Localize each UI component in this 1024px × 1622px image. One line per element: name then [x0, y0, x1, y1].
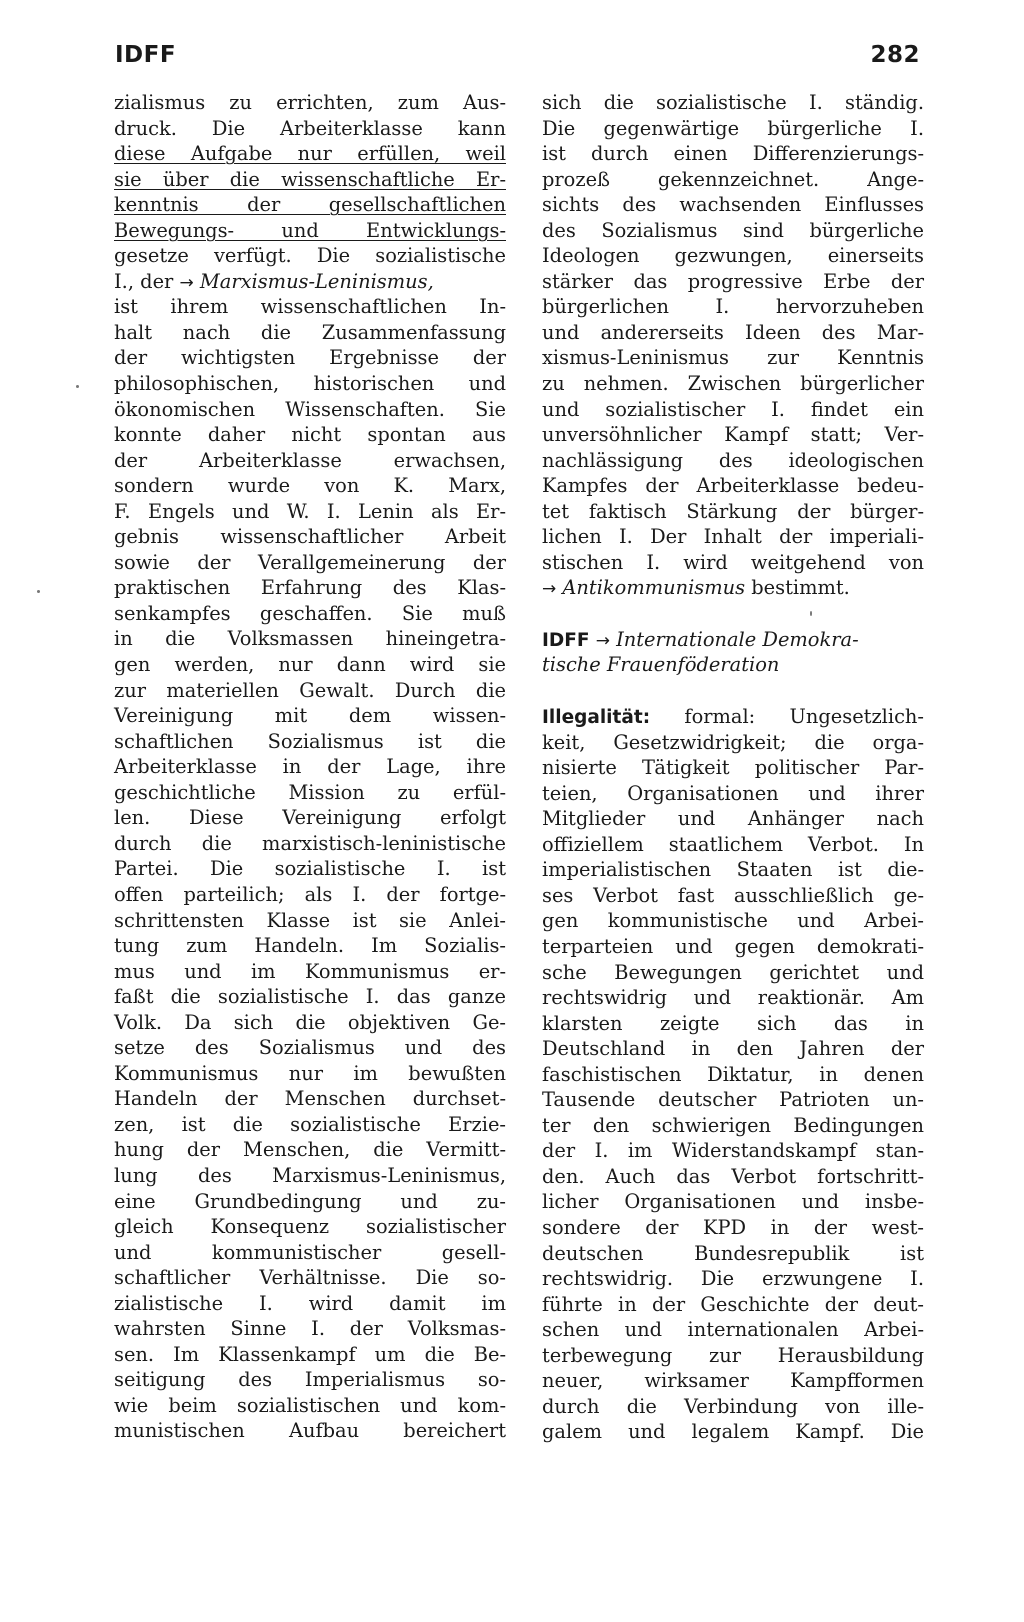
cross-reference-link[interactable]: Antikommunismus [562, 576, 746, 600]
text-line: ist ihrem wissenschaftlichen In- [114, 295, 506, 319]
text-line: gebnis wissenschaftlicher Arbeit [114, 525, 506, 549]
entry-illegalitaet [542, 704, 924, 730]
text-line: stischen I. wird weitgehend von [542, 550, 924, 574]
entry-headword: Illegalität: [542, 707, 651, 729]
text-line: rechtswidrig und reaktionär. Am [542, 986, 924, 1010]
cross-reference-line [114, 269, 506, 295]
text-line: kenntnis der gesellschaftlichen [114, 193, 506, 217]
text-line: Bewegungs- und Entwicklungs- [114, 218, 506, 242]
text-line: philosophischen, historischen und [114, 372, 506, 396]
text-line: Partei. Die sozialistische I. ist [114, 857, 506, 881]
arrow-right-icon: → [542, 579, 557, 600]
text-line: Vereinigung mit dem wissen- [114, 704, 506, 728]
text-line: lung des Marxismus-Leninismus, [114, 1163, 506, 1187]
text-line: ter den schwierigen Bedingungen [542, 1113, 924, 1137]
text-line: der Arbeiterklasse erwachsen, [114, 448, 506, 472]
text-line: ses Verbot fast ausschließlich ge- [542, 883, 924, 907]
page-number: 282 [870, 42, 920, 68]
text-fragment: bestimmt. [751, 576, 850, 600]
text-line: schaftlicher Verhältnisse. Die so- [114, 1266, 506, 1290]
text-line: praktischen Erfahrung des Klas- [114, 576, 506, 600]
text-line: ökonomischen Wissenschaften. Sie [114, 397, 506, 421]
text-line: klarsten zeigte sich das in [542, 1011, 924, 1035]
text-line: zu nehmen. Zwischen bürgerlicher [542, 372, 924, 396]
text-line: offiziellem staatlichem Verbot. In [542, 832, 924, 856]
text-line: Deutschland in den Jahren der [542, 1037, 924, 1061]
text-line: Mitglieder und Anhänger nach [542, 807, 924, 831]
text-line: licher Organisationen und insbe- [542, 1190, 924, 1214]
text-line: eine Grundbedingung und zu- [114, 1189, 506, 1213]
text-line: diese Aufgabe nur erfüllen, weil [114, 142, 506, 166]
text-line: gen kommunistische und Arbei- [542, 909, 924, 933]
scan-speck [76, 385, 79, 388]
text-line: tet faktisch Stärkung der bürger- [542, 499, 924, 523]
text-line: neuer, wirksamer Kampfformen [542, 1369, 924, 1393]
text-fragment: I., der [114, 269, 174, 293]
text-line: führte in der Geschichte der deut- [542, 1292, 924, 1316]
text-line: Kommunismus nur im bewußten [114, 1061, 506, 1085]
text-line: konnte daher nicht spontan aus [114, 423, 506, 447]
text-line: druck. Die Arbeiterklasse kann [114, 116, 506, 140]
text-line: Volk. Da sich die objektiven Ge- [114, 1010, 506, 1034]
text-line: gen werden, nur dann wird sie [114, 653, 506, 677]
text-line: zen, ist die sozialistische Erzie- [114, 1112, 506, 1136]
text-line: bürgerlichen I. hervorzuheben [542, 295, 924, 319]
scan-speck [810, 611, 812, 616]
text-line: Kampfes der Arbeiterklasse bedeu- [542, 474, 924, 498]
text-line: offen parteilich; als I. der fortge- [114, 882, 506, 906]
text-line: mus und im Kommunismus er- [114, 959, 506, 983]
text-line: prozeß gekennzeichnet. Ange- [542, 167, 924, 191]
text-line: der wichtigsten Ergebnisse der [114, 346, 506, 370]
text-line: rechtswidrig. Die erzwungene I. [542, 1267, 924, 1291]
arrow-right-icon: → [595, 630, 610, 651]
text-line: und andererseits Ideen des Mar- [542, 320, 924, 344]
text-line: Ideologen gezwungen, einerseits [542, 244, 924, 268]
entry-idff [542, 627, 924, 653]
text-line: des Sozialismus sind bürgerliche [542, 218, 924, 242]
text-line: der I. im Widerstandskampf stan- [542, 1139, 924, 1163]
text-line: lichen I. Der Inhalt der imperiali- [542, 525, 924, 549]
arrow-right-icon: → [179, 272, 194, 293]
scan-speck [37, 590, 40, 593]
text-line: sen. Im Klassenkampf um die Be- [114, 1342, 506, 1366]
text-line: deutschen Bundesrepublik ist [542, 1241, 924, 1265]
text-line: durch die Verbindung von ille- [542, 1394, 924, 1418]
text-line: Arbeiterklasse in der Lage, ihre [114, 755, 506, 779]
text-line: sichts des wachsenden Einflusses [542, 193, 924, 217]
text-line: nachlässigung des ideologischen [542, 448, 924, 472]
text-line: tung zum Handeln. Im Sozialis- [114, 934, 506, 958]
text-line: zialistische I. wird damit im [114, 1291, 506, 1315]
text-line: seitigung des Imperialismus so- [114, 1368, 506, 1392]
entry-spacer [542, 601, 924, 627]
cross-reference-link[interactable]: Internationale Demokra- [616, 627, 859, 651]
text-line: schrittensten Klasse ist sie Anlei- [114, 908, 506, 932]
entry-headword: IDFF [542, 629, 590, 651]
text-line: Handeln der Menschen durchset- [114, 1087, 506, 1111]
text-line: hung der Menschen, die Vermitt- [114, 1138, 506, 1162]
entry-spacer [542, 678, 924, 704]
text-line: sche Bewegungen gerichtet und [542, 960, 924, 984]
text-line: gesetze verfügt. Die sozialistische [114, 244, 506, 268]
text-line: geschichtliche Mission zu erfül- [114, 780, 506, 804]
text-line: durch die marxistisch-leninistische [114, 831, 506, 855]
text-line: wie beim sozialistischen und kom- [114, 1393, 506, 1417]
cross-reference-line [542, 575, 924, 601]
text-line: nisierte Tätigkeit politischer Par- [542, 756, 924, 780]
text-line: stärker das progressive Erbe der [542, 269, 924, 293]
text-line: setze des Sozialismus und des [114, 1036, 506, 1060]
text-line: unversöhnlicher Kampf statt; Ver- [542, 423, 924, 447]
text-line: schaftlichen Sozialismus ist die [114, 729, 506, 753]
text-line: und sozialistischer I. findet ein [542, 397, 924, 421]
text-line: zialismus zu errichten, zum Aus- [114, 91, 506, 114]
cross-reference-link[interactable]: Marxismus-Leninismus, [199, 269, 434, 293]
text-fragment: formal: Ungesetzlich- [684, 705, 924, 729]
text-line: Tausende deutscher Patrioten un- [542, 1088, 924, 1112]
text-line: Die gegenwärtige bürgerliche I. [542, 116, 924, 140]
text-line: schen und internationalen Arbei- [542, 1318, 924, 1342]
text-line: munistischen Aufbau bereichert [114, 1419, 506, 1443]
text-line: und kommunistischer gesell- [114, 1240, 506, 1264]
text-line: wahrsten Sinne I. der Volksmas- [114, 1317, 506, 1341]
text-line: ist durch einen Differenzierungs- [542, 142, 924, 166]
text-line: senkampfes geschaffen. Sie muß [114, 601, 506, 625]
text-line: xismus-Leninismus zur Kenntnis [542, 346, 924, 370]
text-line: faßt die sozialistische I. das ganze [114, 985, 506, 1009]
text-line: faschistischen Diktatur, in denen [542, 1062, 924, 1086]
text-line: zur materiellen Gewalt. Durch die [114, 678, 506, 702]
text-line: galem und legalem Kampf. Die [542, 1420, 924, 1444]
text-line: terparteien und gegen demokrati- [542, 934, 924, 958]
text-line: F. Engels und W. I. Lenin als Er- [114, 499, 506, 523]
text-line: in die Volksmassen hineingetra- [114, 627, 506, 651]
text-line: sowie der Verallgemeinerung der [114, 550, 506, 574]
text-line: den. Auch das Verbot fortschritt- [542, 1164, 924, 1188]
text-line: sie über die wissenschaftliche Er- [114, 167, 506, 191]
text-line: sich die sozialistische I. ständig. [542, 91, 924, 114]
text-line: sondern wurde von K. Marx, [114, 474, 506, 498]
text-line: teien, Organisationen und ihrer [542, 781, 924, 805]
text-line: keit, Gesetzwidrigkeit; die orga- [542, 730, 924, 754]
text-line: halt nach die Zusammenfassung [114, 320, 506, 344]
text-line: sondere der KPD in der west- [542, 1215, 924, 1239]
text-line: imperialistischen Staaten ist die- [542, 858, 924, 882]
running-head: IDFF [115, 42, 177, 68]
text-line: terbewegung zur Herausbildung [542, 1343, 924, 1367]
left-column [114, 90, 506, 1444]
cross-reference-link[interactable]: tische Frauenföderation [542, 653, 780, 677]
text-line: len. Diese Vereinigung erfolgt [114, 806, 506, 830]
text-line: gleich Konsequenz sozialistischer [114, 1215, 506, 1239]
right-column [542, 90, 924, 1445]
